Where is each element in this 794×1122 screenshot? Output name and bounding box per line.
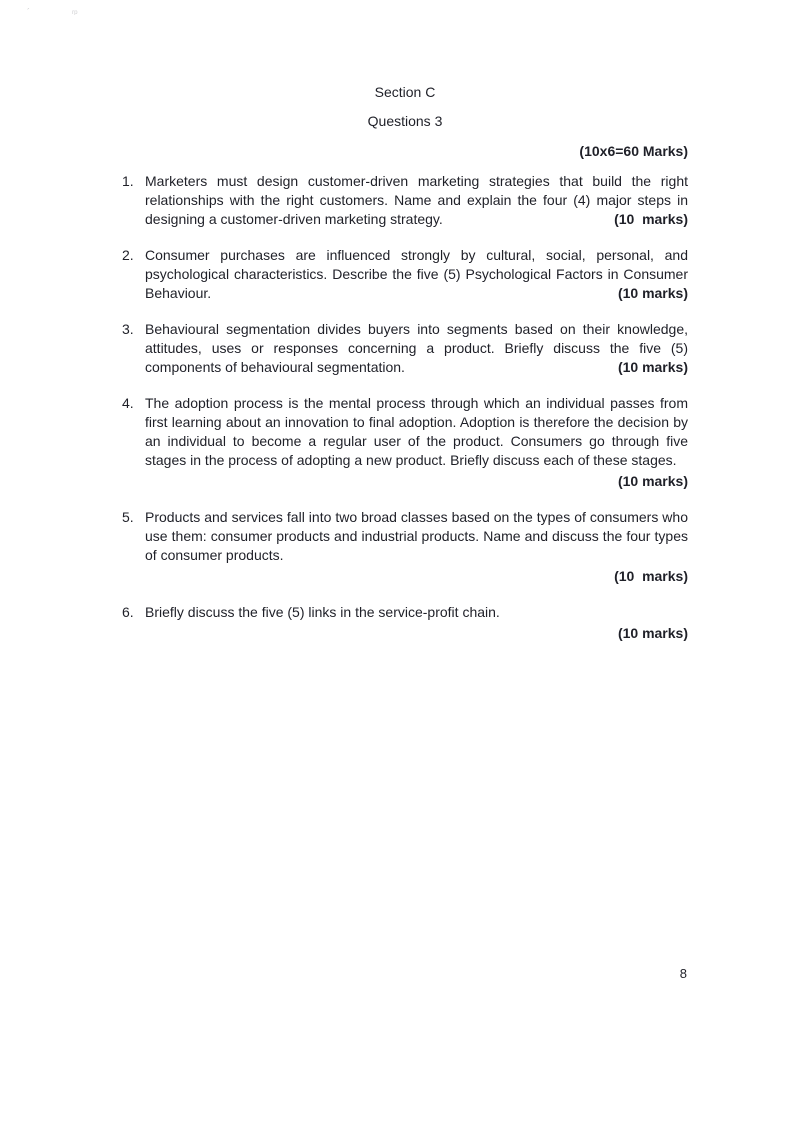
marks-label: (10 marks)	[617, 473, 688, 489]
question-number: 4.	[122, 395, 134, 411]
question-body	[145, 508, 688, 586]
question-body	[145, 172, 688, 229]
question-item-4	[122, 394, 688, 491]
page-number: 8	[679, 966, 687, 981]
questions-title: Questions 3	[367, 113, 443, 129]
scan-artifact: ʳᵖ	[72, 8, 78, 18]
question-body	[145, 320, 688, 377]
question-number: 5.	[122, 509, 134, 525]
question-text: Behavioural segmentation divides buyers into segments based on their knowledge, attitudes, uses or responses concerning a product. Briefly discuss the five (5) components of behavioural segmentation.	[145, 321, 688, 375]
question-item-1	[122, 172, 688, 229]
marks-label: (10 marks)	[617, 359, 688, 375]
question-item-2	[122, 246, 688, 303]
marks-label: (10 marks)	[617, 285, 688, 301]
question-number: 2.	[122, 247, 134, 263]
question-body	[145, 394, 688, 491]
total-marks-label: (10x6=60 Marks)	[579, 143, 688, 159]
question-text: The adoption process is the mental process through which an individual passes from first learning about an innovation to final adoption. Adoption is therefore the decision by an individual to become a regular user of the product. Consumers go through five stages in the process of adopting a new product. Briefly discuss each of these stages.	[145, 395, 688, 468]
question-body	[145, 603, 688, 643]
question-number: 1.	[122, 173, 134, 189]
question-number: 3.	[122, 321, 134, 337]
question-text: Marketers must design customer-driven marketing strategies that build the right relationships with the right customers. Name and explain the four (4) major steps in designing a customer-driven marketing strategy.	[145, 173, 688, 227]
question-body	[145, 246, 688, 303]
question-item-6	[122, 603, 688, 643]
marks-label: (10 marks)	[614, 568, 688, 584]
document-content	[122, 83, 688, 660]
marks-label: (10 marks)	[617, 625, 688, 641]
scan-artifact: ´	[27, 7, 30, 17]
question-item-3	[122, 320, 688, 377]
question-text: Products and services fall into two broad classes based on the types of consumers who use them: consumer products and industrial products. Name and discuss the four types of consumer products.	[145, 509, 688, 563]
section-title: Section C	[374, 84, 436, 100]
question-number: 6.	[122, 604, 134, 620]
question-item-5	[122, 508, 688, 586]
question-text: Briefly discuss the five (5) links in the service-profit chain.	[145, 604, 500, 620]
question-text: Consumer purchases are influenced strongly by cultural, social, personal, and psychological characteristics. Describe the five (5) Psychological Factors in Consumer Behaviour.	[145, 247, 688, 301]
marks-label: (10 marks)	[614, 211, 688, 227]
